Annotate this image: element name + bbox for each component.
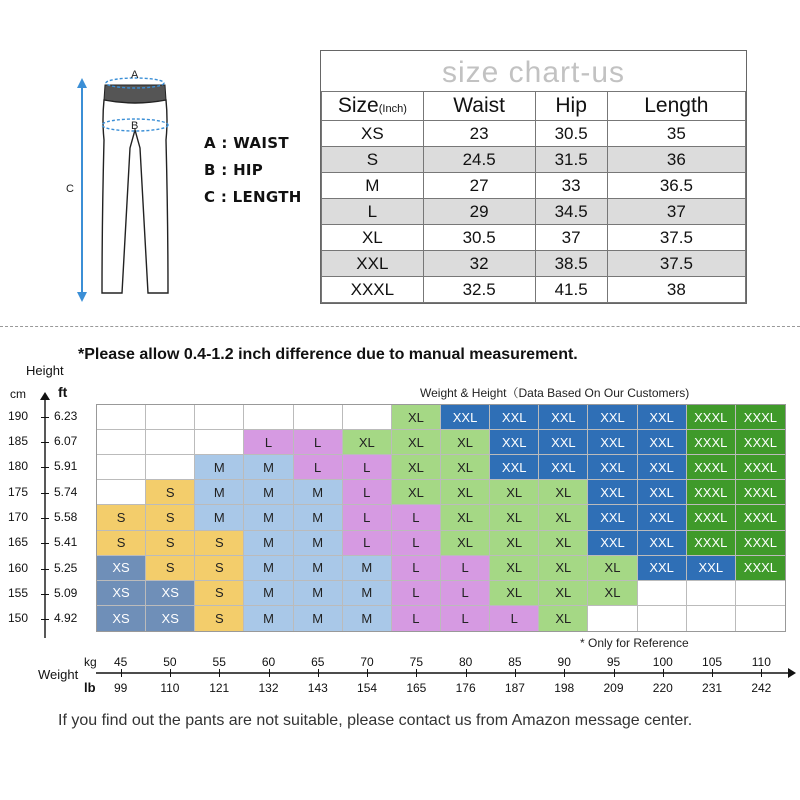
grid-cell: M	[294, 480, 343, 505]
grid-cell: L	[343, 455, 392, 480]
weight-kg-label: 65	[311, 655, 325, 669]
measurement-cell: 32.5	[423, 277, 535, 303]
grid-cell: XL	[490, 581, 539, 606]
header-length: Length	[607, 92, 745, 121]
weight-kg-label: 75	[409, 655, 424, 669]
grid-cell: M	[244, 480, 293, 505]
grid-cell: L	[343, 531, 392, 556]
grid-cell: XXL	[539, 455, 588, 480]
weight-tick	[712, 669, 713, 677]
weight-lb-label: 99	[113, 681, 128, 695]
weight-lb-label: 220	[652, 681, 673, 695]
grid-cell: XXL	[539, 405, 588, 430]
grid-cell: XXL	[638, 556, 687, 581]
grid-cell: XL	[539, 606, 588, 631]
measurement-cell: 41.5	[535, 277, 607, 303]
height-tick	[41, 467, 49, 468]
measurement-cell: 38.5	[535, 251, 607, 277]
grid-cell: L	[343, 505, 392, 530]
height-tick	[41, 569, 49, 570]
height-ft-label: 5.09	[54, 586, 78, 600]
grid-cell	[588, 606, 637, 631]
grid-cell	[244, 405, 293, 430]
measurement-cell: 30.5	[535, 121, 607, 147]
grid-cell	[687, 606, 736, 631]
size-chart-row	[322, 199, 746, 225]
grid-cell: XL	[490, 480, 539, 505]
grid-cell: M	[195, 480, 244, 505]
grid-cell	[687, 581, 736, 606]
height-ft-label: 5.41	[54, 535, 78, 550]
grid-cell: M	[294, 531, 343, 556]
measurement-cell: 23	[423, 121, 535, 147]
grid-cell: XXL	[588, 405, 637, 430]
height-ft-label: 6.23	[54, 408, 78, 423]
grid-cell: L	[441, 581, 490, 606]
size-cell: XS	[322, 121, 424, 147]
weight-lb-label: 176	[455, 681, 476, 695]
legend-length: C : LENGTH	[204, 188, 302, 206]
diagram-label-b: B	[131, 120, 139, 132]
height-cm-label: 170	[8, 510, 29, 524]
grid-cell: XXL	[638, 480, 687, 505]
weight-lb-label: 187	[504, 681, 525, 695]
weight-kg-label: 110	[751, 655, 771, 669]
height-tick	[41, 594, 49, 595]
height-cm-label: 190	[8, 408, 29, 423]
grid-cell	[638, 606, 687, 631]
grid-cell	[343, 405, 392, 430]
legend-waist: A : WAIST	[204, 134, 289, 152]
grid-cell: XL	[441, 430, 490, 455]
diagram-label-a: A	[131, 69, 139, 81]
weight-lb-label: 165	[406, 681, 427, 695]
weight-tick	[219, 669, 220, 677]
grid-cell: XXL	[588, 505, 637, 530]
size-cell: XL	[322, 225, 424, 251]
size-chart-row	[322, 277, 746, 303]
height-axis-label: Height	[26, 363, 64, 378]
grid-cell: XXXL	[687, 480, 736, 505]
height-tick	[41, 493, 49, 494]
size-cell: L	[322, 199, 424, 225]
measurement-cell: 30.5	[423, 225, 535, 251]
weight-lb-label: 242	[751, 681, 772, 695]
grid-cell: L	[441, 556, 490, 581]
grid-cell: L	[294, 455, 343, 480]
grid-cell	[294, 405, 343, 430]
footer-message: If you find out the pants are not suitable, please contact us from Amazon message center.	[58, 712, 693, 729]
grid-cell: M	[244, 505, 293, 530]
grid-cell	[195, 405, 244, 430]
size-chart-title: size chart-us	[441, 56, 626, 89]
weight-tick	[416, 669, 417, 677]
measurement-cell: 31.5	[535, 147, 607, 173]
weight-kg-label: 60	[261, 655, 276, 669]
grid-cell: XXL	[687, 556, 736, 581]
size-cell: XXL	[322, 251, 424, 277]
height-cm-label: 165	[8, 535, 29, 550]
grid-cell: XXXL	[687, 405, 736, 430]
size-chart-row	[322, 121, 746, 147]
weight-tick	[269, 669, 270, 677]
grid-cell: M	[343, 606, 392, 631]
grid-cell: XXXL	[687, 505, 736, 530]
height-tick	[41, 417, 49, 418]
measurement-cell: 37	[535, 225, 607, 251]
size-chart-row	[322, 147, 746, 173]
grid-title: Weight & Height（Data Based On Our Customers)	[420, 386, 690, 400]
grid-cell: S	[195, 606, 244, 631]
grid-cell: M	[244, 531, 293, 556]
legend-hip: B : HIP	[204, 161, 264, 179]
grid-cell: XL	[441, 531, 490, 556]
reference-note: * Only for Reference	[580, 636, 689, 650]
weight-lb-label: 209	[603, 681, 624, 695]
header-size	[322, 92, 424, 121]
grid-cell: M	[195, 455, 244, 480]
grid-cell: L	[441, 606, 490, 631]
grid-cell: L	[392, 606, 441, 631]
grid-cell: XL	[588, 556, 637, 581]
grid-cell	[97, 455, 146, 480]
measurement-cell: 24.5	[423, 147, 535, 173]
grid-cell: L	[294, 430, 343, 455]
grid-cell: XXL	[588, 455, 637, 480]
grid-cell: M	[343, 581, 392, 606]
grid-cell: M	[244, 556, 293, 581]
grid-cell: XL	[588, 581, 637, 606]
grid-cell: XL	[490, 505, 539, 530]
weight-tick	[318, 669, 319, 677]
grid-cell: XS	[146, 581, 195, 606]
grid-cell: XL	[392, 455, 441, 480]
grid-cell: XL	[441, 480, 490, 505]
grid-cell: XXXL	[736, 455, 785, 480]
grid-cell: S	[146, 556, 195, 581]
grid-cell	[146, 430, 195, 455]
pants-diagram	[60, 60, 190, 305]
grid-cell: XL	[539, 505, 588, 530]
kg-unit-label: kg	[84, 655, 97, 669]
grid-cell: XL	[490, 531, 539, 556]
cm-unit-label: cm	[10, 387, 26, 401]
grid-cell: XL	[441, 505, 490, 530]
section-divider	[0, 326, 800, 327]
weight-tick	[170, 669, 171, 677]
header-unit: (Inch)	[378, 103, 407, 115]
height-cm-label: 185	[8, 434, 29, 448]
header-size-label: Size	[337, 94, 379, 117]
height-ft-label: 6.07	[54, 434, 78, 448]
size-chart-grid	[321, 91, 746, 303]
height-cm-label: 175	[8, 484, 29, 499]
grid-cell: L	[392, 531, 441, 556]
grid-cell: XXL	[490, 455, 539, 480]
grid-cell: XS	[97, 581, 146, 606]
grid-cell: XXL	[490, 405, 539, 430]
weight-tick	[761, 669, 762, 677]
grid-cell: XS	[97, 556, 146, 581]
weight-kg-label: 80	[458, 655, 473, 669]
grid-cell: XL	[539, 556, 588, 581]
grid-cell: S	[146, 531, 195, 556]
grid-cell: XXXL	[687, 531, 736, 556]
grid-cell: M	[244, 606, 293, 631]
grid-cell	[736, 581, 785, 606]
diagram-label-c: C	[66, 183, 74, 195]
grid-cell: XXL	[490, 430, 539, 455]
grid-cell: XL	[343, 430, 392, 455]
grid-cell: L	[392, 556, 441, 581]
weight-lb-label: 110	[160, 681, 180, 695]
weight-tick	[663, 669, 664, 677]
size-cell: XXXL	[322, 277, 424, 303]
weight-lb-label: 143	[307, 681, 328, 695]
size-cell: M	[322, 173, 424, 199]
size-chart-row	[322, 225, 746, 251]
grid-cell: XXL	[588, 430, 637, 455]
measurement-cell: 27	[423, 173, 535, 199]
weight-tick	[121, 669, 122, 677]
measurement-cell: 36.5	[607, 173, 745, 199]
grid-cell: XL	[490, 556, 539, 581]
grid-cell: S	[195, 531, 244, 556]
grid-cell: XS	[97, 606, 146, 631]
weight-kg-label: 70	[360, 655, 374, 669]
grid-cell: XXL	[638, 405, 687, 430]
height-tick	[41, 442, 49, 443]
grid-cell: S	[146, 505, 195, 530]
weight-lb-label: 132	[258, 681, 279, 695]
grid-cell: XXL	[539, 430, 588, 455]
weight-kg-label: 45	[113, 655, 128, 669]
weight-lb-label: 121	[209, 681, 230, 695]
grid-cell	[97, 480, 146, 505]
weight-kg-label: 85	[508, 655, 522, 669]
grid-cell	[146, 405, 195, 430]
size-cell: S	[322, 147, 424, 173]
grid-cell: XL	[539, 581, 588, 606]
height-cm-label: 155	[8, 586, 29, 600]
weight-tick	[515, 669, 516, 677]
grid-cell: XXXL	[736, 430, 785, 455]
height-ft-label: 4.92	[54, 611, 78, 626]
weight-kg-label: 90	[557, 655, 571, 669]
grid-cell: XL	[392, 430, 441, 455]
height-ft-label: 5.91	[54, 459, 78, 474]
grid-cell: XXL	[588, 531, 637, 556]
grid-cell	[195, 430, 244, 455]
weight-height-grid	[96, 404, 786, 632]
grid-cell: M	[195, 505, 244, 530]
measurement-cell: 32	[423, 251, 535, 277]
grid-cell: XL	[441, 455, 490, 480]
grid-cell: XXXL	[736, 531, 785, 556]
grid-cell: M	[294, 581, 343, 606]
size-chart-row	[322, 173, 746, 199]
measurement-cell: 38	[607, 277, 745, 303]
weight-kg-label: 100	[652, 655, 673, 669]
grid-cell: S	[146, 480, 195, 505]
height-cm-label: 160	[8, 560, 29, 575]
size-chart-table	[320, 50, 747, 304]
grid-cell	[736, 606, 785, 631]
height-ft-label: 5.58	[54, 510, 78, 524]
grid-cell: M	[294, 606, 343, 631]
grid-cell	[97, 405, 146, 430]
grid-cell: M	[244, 581, 293, 606]
grid-cell: XL	[392, 480, 441, 505]
grid-cell: XXL	[638, 430, 687, 455]
grid-cell: S	[97, 531, 146, 556]
grid-cell: XXXL	[736, 556, 785, 581]
weight-tick	[367, 669, 368, 677]
measurement-cell: 36	[607, 147, 745, 173]
grid-cell: M	[294, 556, 343, 581]
grid-cell: L	[490, 606, 539, 631]
measurement-cell: 37	[607, 199, 745, 225]
weight-tick	[564, 669, 565, 677]
height-ft-label: 5.74	[54, 484, 78, 499]
grid-cell: XXXL	[736, 405, 785, 430]
weight-kg-label: 95	[606, 655, 621, 669]
grid-cell: XS	[146, 606, 195, 631]
weight-kg-label: 105	[702, 655, 723, 669]
grid-cell: XL	[539, 531, 588, 556]
header-hip: Hip	[535, 92, 607, 121]
grid-cell: XXL	[588, 480, 637, 505]
measurement-cell: 29	[423, 199, 535, 225]
height-cm-label: 150	[8, 611, 29, 626]
weight-kg-label: 50	[163, 655, 177, 669]
measurement-cell: 35	[607, 121, 745, 147]
measurement-cell: 37.5	[607, 225, 745, 251]
grid-cell: XXXL	[736, 505, 785, 530]
grid-cell: XXL	[638, 455, 687, 480]
weight-axis-label: Weight	[38, 667, 79, 682]
size-chart-header-row	[322, 92, 746, 121]
weight-lb-label: 231	[702, 681, 723, 695]
grid-cell: XXL	[441, 405, 490, 430]
grid-cell: L	[343, 480, 392, 505]
grid-cell: XXXL	[687, 455, 736, 480]
grid-cell: M	[343, 556, 392, 581]
weight-kg-label: 55	[212, 655, 226, 669]
grid-cell: S	[195, 556, 244, 581]
grid-cell: XXXL	[687, 430, 736, 455]
height-ft-label: 5.25	[54, 560, 78, 575]
weight-lb-label: 198	[554, 681, 575, 695]
weight-tick	[614, 669, 615, 677]
grid-cell: XXXL	[736, 480, 785, 505]
measurement-cell: 34.5	[535, 199, 607, 225]
height-cm-label: 180	[8, 459, 29, 474]
weight-lb-label: 154	[357, 681, 378, 695]
header-waist: Waist	[423, 92, 535, 121]
grid-cell: XL	[539, 480, 588, 505]
grid-cell: L	[392, 581, 441, 606]
weight-tick	[466, 669, 467, 677]
grid-cell: M	[244, 455, 293, 480]
ft-unit-label: ft	[58, 384, 68, 400]
lb-unit-label: lb	[84, 680, 96, 695]
size-chart-row	[322, 251, 746, 277]
grid-cell	[97, 430, 146, 455]
height-tick	[41, 543, 49, 544]
grid-cell: L	[244, 430, 293, 455]
height-tick	[41, 619, 49, 620]
grid-cell: S	[195, 581, 244, 606]
height-tick	[41, 518, 49, 519]
grid-cell: XXL	[638, 531, 687, 556]
grid-cell: M	[294, 505, 343, 530]
grid-cell: S	[97, 505, 146, 530]
grid-cell	[638, 581, 687, 606]
grid-cell: L	[392, 505, 441, 530]
grid-cell	[146, 455, 195, 480]
grid-cell: XL	[392, 405, 441, 430]
measurement-cell: 37.5	[607, 251, 745, 277]
measurement-cell: 33	[535, 173, 607, 199]
measurement-note: *Please allow 0.4-1.2 inch difference due to manual measurement.	[78, 346, 578, 363]
grid-cell: XXL	[638, 505, 687, 530]
